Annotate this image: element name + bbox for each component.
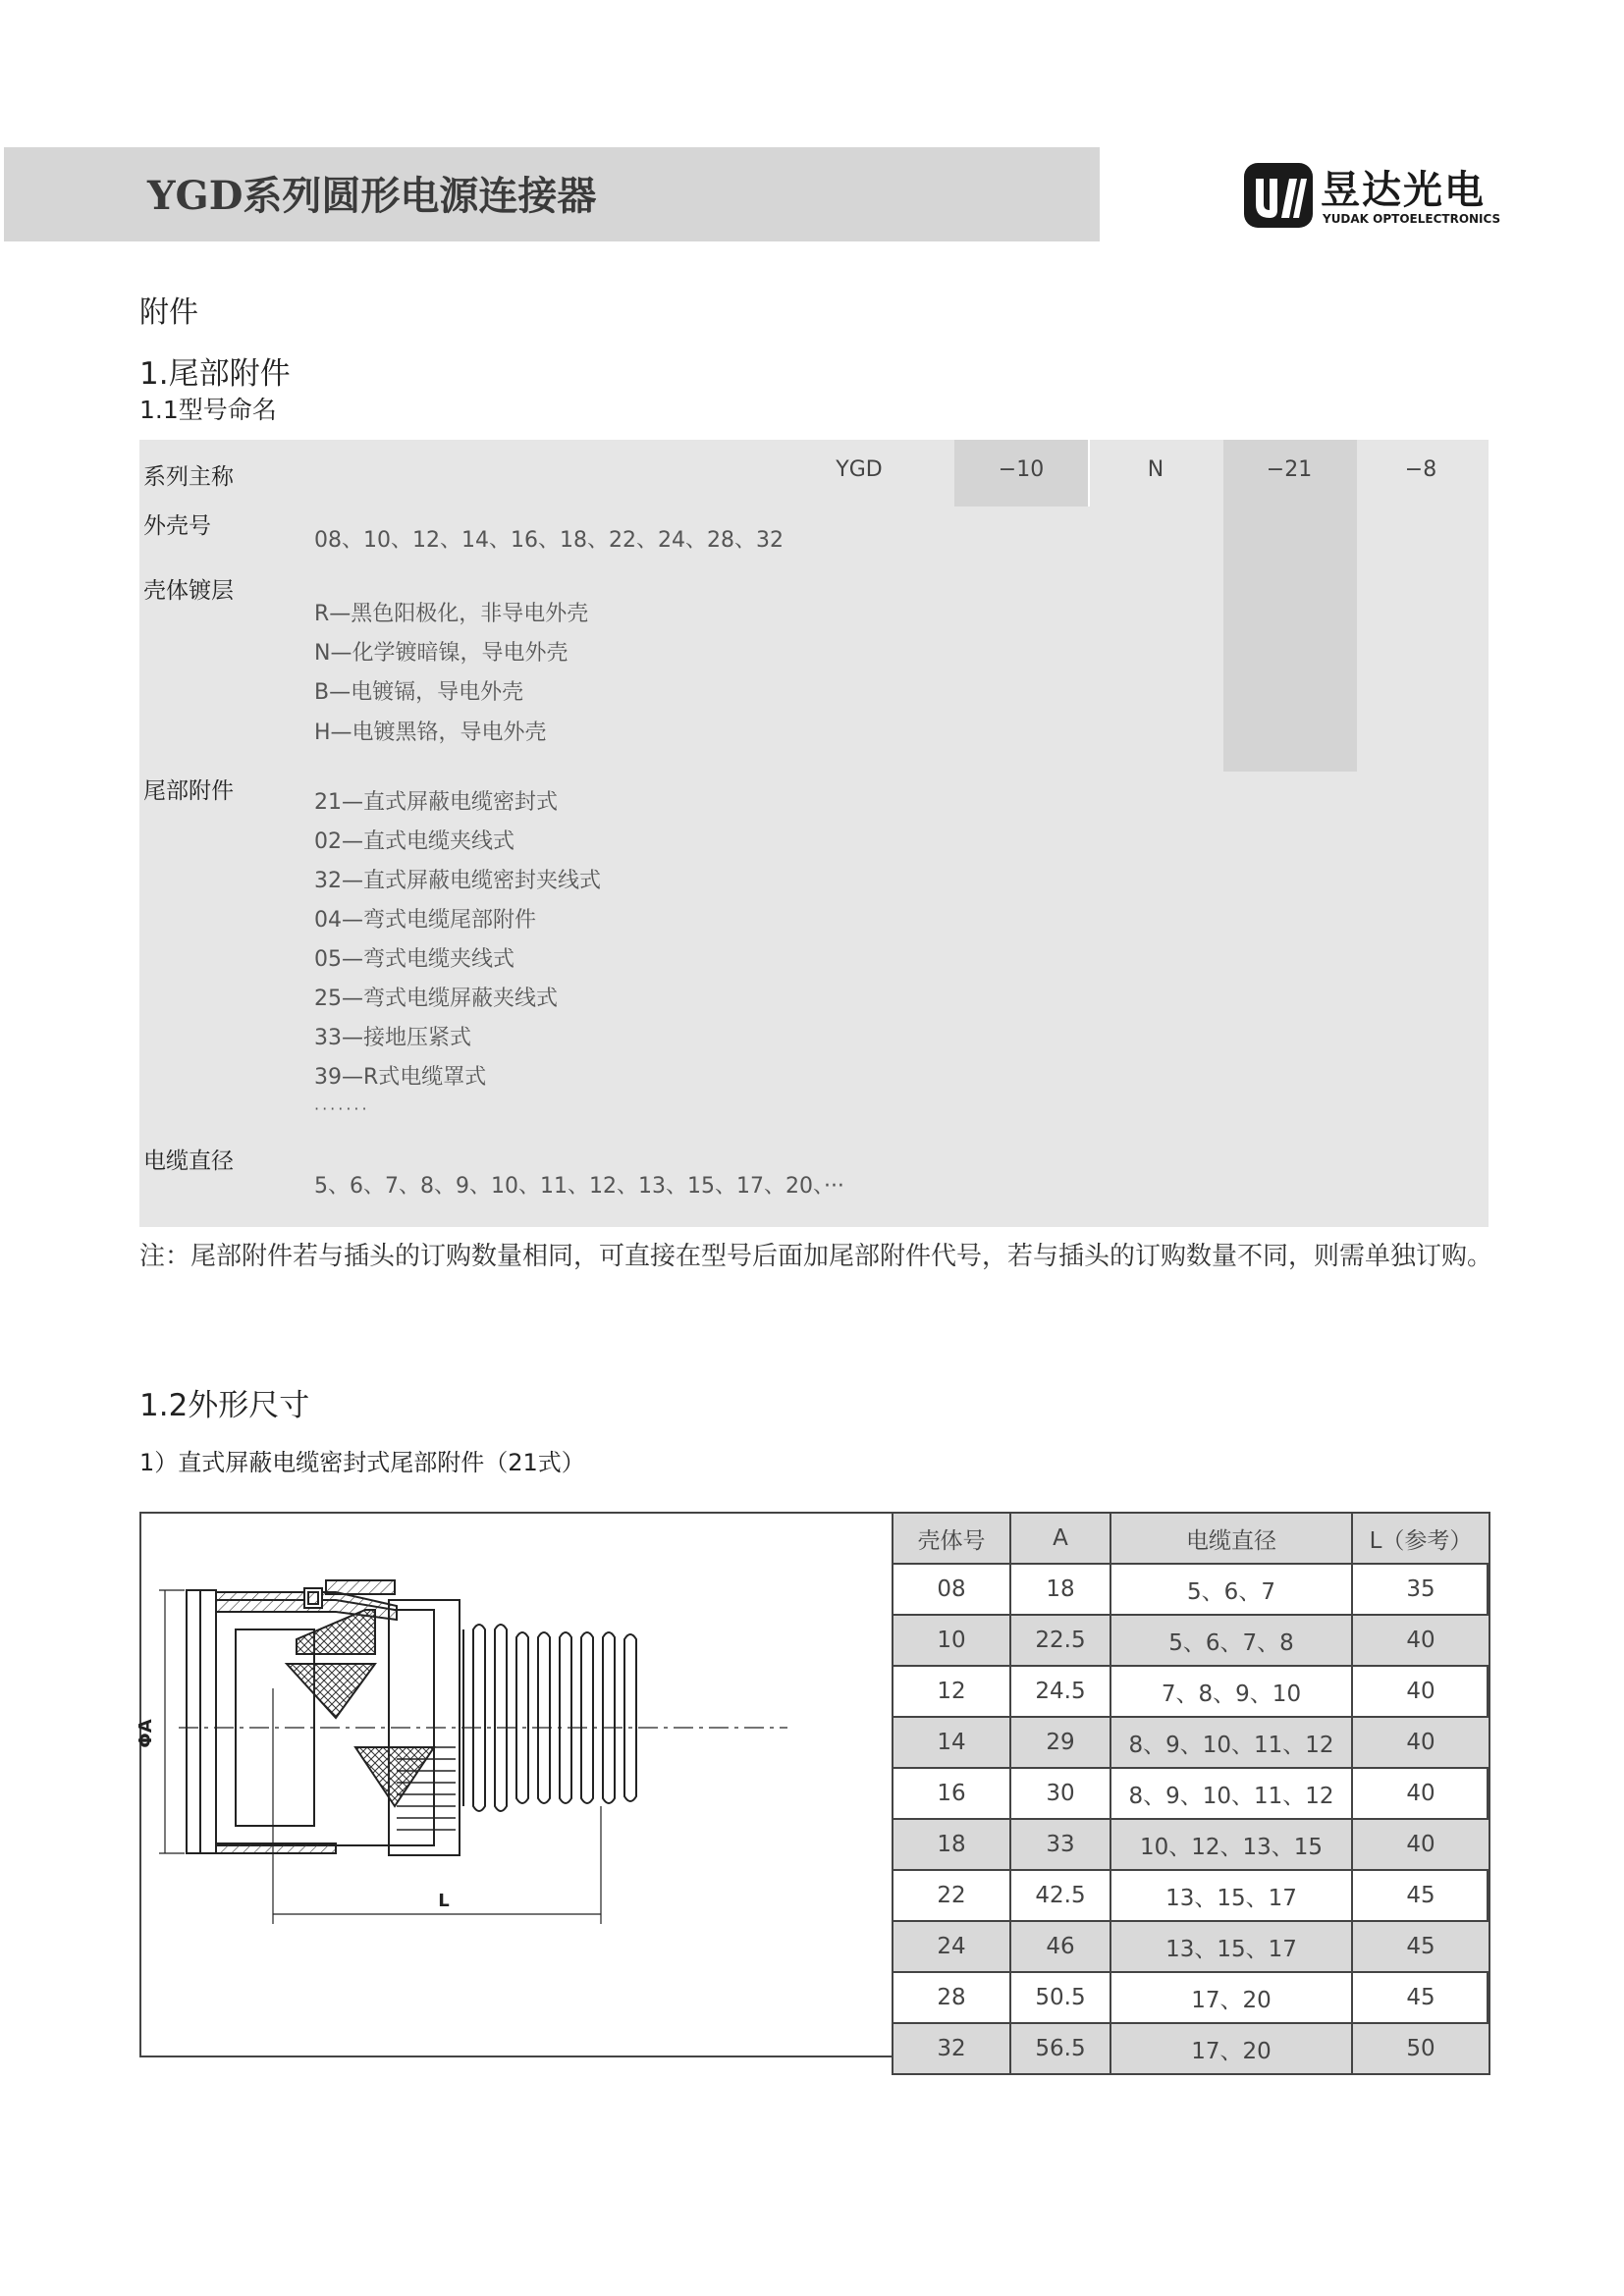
code-cable: −8 bbox=[1404, 457, 1437, 482]
section-heading-naming: 1.1型号命名 bbox=[139, 396, 277, 424]
cell-shell: 12 bbox=[893, 1666, 1010, 1717]
connector-drawing bbox=[135, 1512, 893, 2057]
plating-item: N—化学镀暗镍，导电外壳 bbox=[314, 641, 568, 666]
section-heading-dimensions: 1.2外形尺寸 bbox=[139, 1388, 310, 1423]
tail-item: 25—弯式电缆屏蔽夹线式 bbox=[314, 987, 558, 1011]
table-header-row bbox=[893, 1513, 1489, 1564]
table-row bbox=[893, 1564, 1489, 1615]
cell-cable: 13、15、17 bbox=[1110, 1870, 1352, 1921]
cell-l: 45 bbox=[1352, 1870, 1489, 1921]
dimensions-table bbox=[892, 1512, 1490, 2075]
cell-cable: 10、12、13、15 bbox=[1110, 1819, 1352, 1870]
logo-chinese-name: 昱达光电 bbox=[1321, 168, 1486, 213]
cell-cable: 8、9、10、11、12 bbox=[1110, 1717, 1352, 1768]
note-text: 注：尾部附件若与插头的订购数量相同，可直接在型号后面加尾部附件代号，若与插头的订购数量不同，则需单独订购。 bbox=[139, 1242, 1493, 1271]
label-cable: 电缆直径 bbox=[143, 1148, 234, 1174]
cell-shell: 18 bbox=[893, 1819, 1010, 1870]
code-series: YGD bbox=[836, 457, 883, 482]
label-plating: 壳体镀层 bbox=[143, 578, 234, 604]
table-row bbox=[893, 2023, 1489, 2074]
label-shell: 外壳号 bbox=[143, 513, 211, 539]
header-l-ref: L（参考） bbox=[1352, 1513, 1489, 1564]
naming-col-8 bbox=[1357, 440, 1489, 1143]
cell-l: 45 bbox=[1352, 1972, 1489, 2023]
header-a: A bbox=[1010, 1513, 1110, 1564]
cell-shell: 28 bbox=[893, 1972, 1010, 2023]
cell-a: 24.5 bbox=[1010, 1666, 1110, 1717]
cell-l: 35 bbox=[1352, 1564, 1489, 1615]
code-shell: −10 bbox=[998, 457, 1045, 482]
plating-item: B—电镀镉，导电外壳 bbox=[314, 680, 524, 705]
section-heading-accessories: 附件 bbox=[139, 295, 198, 330]
naming-bg-series bbox=[139, 440, 954, 507]
cell-a: 22.5 bbox=[1010, 1615, 1110, 1666]
header-shell-size: 壳体号 bbox=[893, 1513, 1010, 1564]
cell-cable: 17、20 bbox=[1110, 1972, 1352, 2023]
shell-values: 08、10、12、14、16、18、22、24、28、32 bbox=[314, 528, 784, 553]
table-row bbox=[893, 1666, 1489, 1717]
cell-shell: 10 bbox=[893, 1615, 1010, 1666]
dim-l-label: L bbox=[438, 1891, 450, 1911]
plating-item: H—电镀黑铬，导电外壳 bbox=[314, 721, 547, 745]
table-row bbox=[893, 1768, 1489, 1819]
cell-cable: 5、6、7 bbox=[1110, 1564, 1352, 1615]
cell-shell: 16 bbox=[893, 1768, 1010, 1819]
logo-english-name: YUDAK OPTOELECTRONICS bbox=[1323, 212, 1501, 226]
code-tail: −21 bbox=[1266, 457, 1313, 482]
cell-a: 29 bbox=[1010, 1717, 1110, 1768]
cell-cable: 17、20 bbox=[1110, 2023, 1352, 2074]
tail-item: 04—弯式电缆尾部附件 bbox=[314, 908, 536, 933]
cell-l: 40 bbox=[1352, 1768, 1489, 1819]
page-title: YGD系列圆形电源连接器 bbox=[147, 173, 597, 219]
tail-item-ellipsis: ······· bbox=[314, 1099, 370, 1118]
cable-values: 5、6、7、8、9、10、11、12、13、15、17、20、··· bbox=[314, 1174, 844, 1199]
section-heading-tail: 1.尾部附件 bbox=[139, 356, 291, 392]
cell-shell: 22 bbox=[893, 1870, 1010, 1921]
label-tail: 尾部附件 bbox=[143, 778, 234, 804]
brand-logo bbox=[1242, 157, 1501, 236]
table-row bbox=[893, 1921, 1489, 1972]
yudak-logo-icon bbox=[1242, 161, 1315, 230]
naming-bg-plating bbox=[139, 571, 1223, 772]
table-row bbox=[893, 1819, 1489, 1870]
cell-cable: 5、6、7、8 bbox=[1110, 1615, 1352, 1666]
subsection-21-heading: 1）直式屏蔽电缆密封式尾部附件（21式） bbox=[139, 1449, 585, 1476]
cell-l: 40 bbox=[1352, 1717, 1489, 1768]
label-series: 系列主称 bbox=[143, 464, 234, 490]
table-row bbox=[893, 1972, 1489, 2023]
tail-item: 32—直式屏蔽电缆密封夹线式 bbox=[314, 869, 601, 893]
cell-l: 40 bbox=[1352, 1819, 1489, 1870]
cell-cable: 13、15、17 bbox=[1110, 1921, 1352, 1972]
table-row bbox=[893, 1615, 1489, 1666]
cell-a: 50.5 bbox=[1010, 1972, 1110, 2023]
cell-l: 50 bbox=[1352, 2023, 1489, 2074]
cell-shell: 32 bbox=[893, 2023, 1010, 2074]
cell-a: 18 bbox=[1010, 1564, 1110, 1615]
cell-l: 40 bbox=[1352, 1666, 1489, 1717]
cell-a: 33 bbox=[1010, 1819, 1110, 1870]
code-plating: N bbox=[1147, 457, 1164, 482]
tail-item: 33—接地压紧式 bbox=[314, 1026, 471, 1050]
cell-a: 56.5 bbox=[1010, 2023, 1110, 2074]
cell-shell: 24 bbox=[893, 1921, 1010, 1972]
table-row bbox=[893, 1870, 1489, 1921]
dim-a-label: ΦA bbox=[135, 1719, 156, 1748]
cell-a: 30 bbox=[1010, 1768, 1110, 1819]
cell-cable: 8、9、10、11、12 bbox=[1110, 1768, 1352, 1819]
tail-item: 05—弯式电缆夹线式 bbox=[314, 947, 514, 972]
plating-item: R—黑色阳极化，非导电外壳 bbox=[314, 602, 589, 626]
naming-col-21 bbox=[1223, 440, 1357, 772]
table-row bbox=[893, 1717, 1489, 1768]
cell-l: 45 bbox=[1352, 1921, 1489, 1972]
cell-l: 40 bbox=[1352, 1615, 1489, 1666]
cell-a: 42.5 bbox=[1010, 1870, 1110, 1921]
cell-shell: 14 bbox=[893, 1717, 1010, 1768]
tail-item: 39—R式电缆罩式 bbox=[314, 1065, 487, 1090]
cell-a: 46 bbox=[1010, 1921, 1110, 1972]
tail-item: 21—直式屏蔽电缆密封式 bbox=[314, 790, 558, 815]
cell-shell: 08 bbox=[893, 1564, 1010, 1615]
tail-item: 02—直式电缆夹线式 bbox=[314, 829, 514, 854]
cell-cable: 7、8、9、10 bbox=[1110, 1666, 1352, 1717]
header-cable-diameter: 电缆直径 bbox=[1110, 1513, 1352, 1564]
